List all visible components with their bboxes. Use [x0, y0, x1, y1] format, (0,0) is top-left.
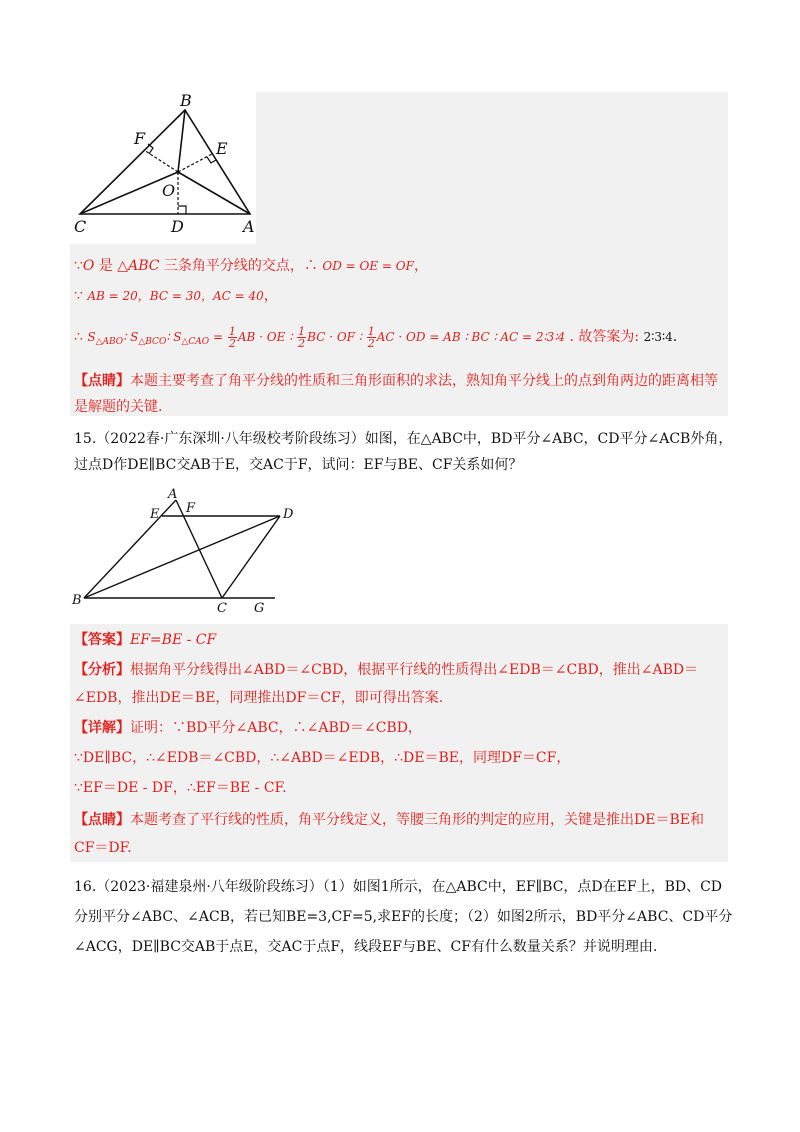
label-f: F — [134, 129, 146, 148]
label-e2: E — [150, 507, 160, 522]
label-c: C — [74, 217, 87, 236]
line-ba — [84, 500, 176, 598]
perp-oe — [178, 154, 212, 172]
label-g2: G — [254, 601, 265, 614]
label-a: A — [243, 217, 255, 236]
solution-line-3: ∴ $S_{\triangle ABO}∶$ $S_{\triangle BCO}∶$ $S_{\triangle CAO}$ = $\frac{1}{2}$ AB · OE ∶ $\frac{1}{2}$ BC · OF ∶ $\frac{1}{2}$ AC · OD = AB ∶ BC ∶ AC = 2∶3∶4 . 故答案为: 2∶3∶4. — [74, 325, 678, 350]
label-d: D — [171, 217, 184, 236]
line-ac — [176, 500, 222, 598]
label-c2: C — [217, 601, 227, 614]
label-f2: F — [186, 501, 196, 516]
solution-line-2: ∵ AB = 20，BC = 30，AC = 40， — [74, 288, 278, 304]
segment-ao — [178, 172, 250, 214]
q15-answer: 【答案】EF=BE - CF — [74, 632, 217, 648]
figure-triangle-bisectors — [70, 92, 260, 242]
label-o: O — [162, 181, 176, 200]
q15-detail-1: 【详解】证明：∵BD平分∠ABC，∴∠ABD＝∠CBD， — [74, 720, 422, 736]
final-answer: 2∶3∶4 — [643, 330, 673, 344]
label-a2: A — [168, 487, 178, 502]
label-b: B — [180, 92, 192, 110]
right-angle-d — [178, 206, 186, 214]
q15-comment: 【点睛】本题考查了平行线的性质，角平分线定义，等腰三角形的判定的应用，关键是推出DE＝BE和CF＝DF. — [74, 812, 704, 856]
figure-parallel-lines — [70, 486, 310, 614]
q15-detail-2: ∵DE∥BC，∴∠EDB＝∠CBD，∴∠ABD＝∠EDB，∴DE＝BE，同理DF＝CF， — [74, 750, 571, 766]
q15-analysis: 【分析】根据角平分线得出∠ABD＝∠CBD，根据平行线的性质得出∠EDB＝∠CBD，推出∠ABD＝∠EDB，推出DE＝BE，同理推出DF＝CF，即可得出答案. — [74, 662, 699, 706]
q15-detail-3: ∵EF＝DE - DF，∴EF＝BE - CF. — [74, 780, 287, 796]
solution-line-1: ∵O 是 △ABC 三条角平分线的交点，∴ OD = OE = OF， — [74, 258, 428, 274]
label-b2: B — [72, 593, 82, 608]
bisector-bo — [178, 110, 185, 172]
solution-band-top — [256, 92, 728, 244]
label-e: E — [216, 139, 228, 158]
question-15: 15.（2022春·广东深圳·八年级校考阶段练习）如图，在△ABC中，BD平分∠ABC，CD平分∠ACB外角，过点D作DE∥BC交AB于E，交AC于F，试问：EF与BE、CF关系如何？ — [74, 431, 733, 473]
question-16: 16.（2023·福建泉州·八年级阶段练习）（1）如图1所示，在△ABC中，EF∥BC，点D在EF上，BD、CD分别平分∠ABC、∠ACB，若已知BE=3,CF=5,求EF的长度；（2）如图2所示，BD平分∠ABC、CD平分∠ACG，DE∥BC交AB于点E，交AC于点F，线段EF与BE、CF有什么数量关系？并说明理由. — [74, 879, 733, 955]
comment-1: 【点睛】本题主要考查了角平分线的性质和三角形面积的求法，熟知角平分线上的点到角两边的距离相等是解题的关键. — [74, 373, 718, 415]
label-d2: D — [283, 507, 294, 522]
